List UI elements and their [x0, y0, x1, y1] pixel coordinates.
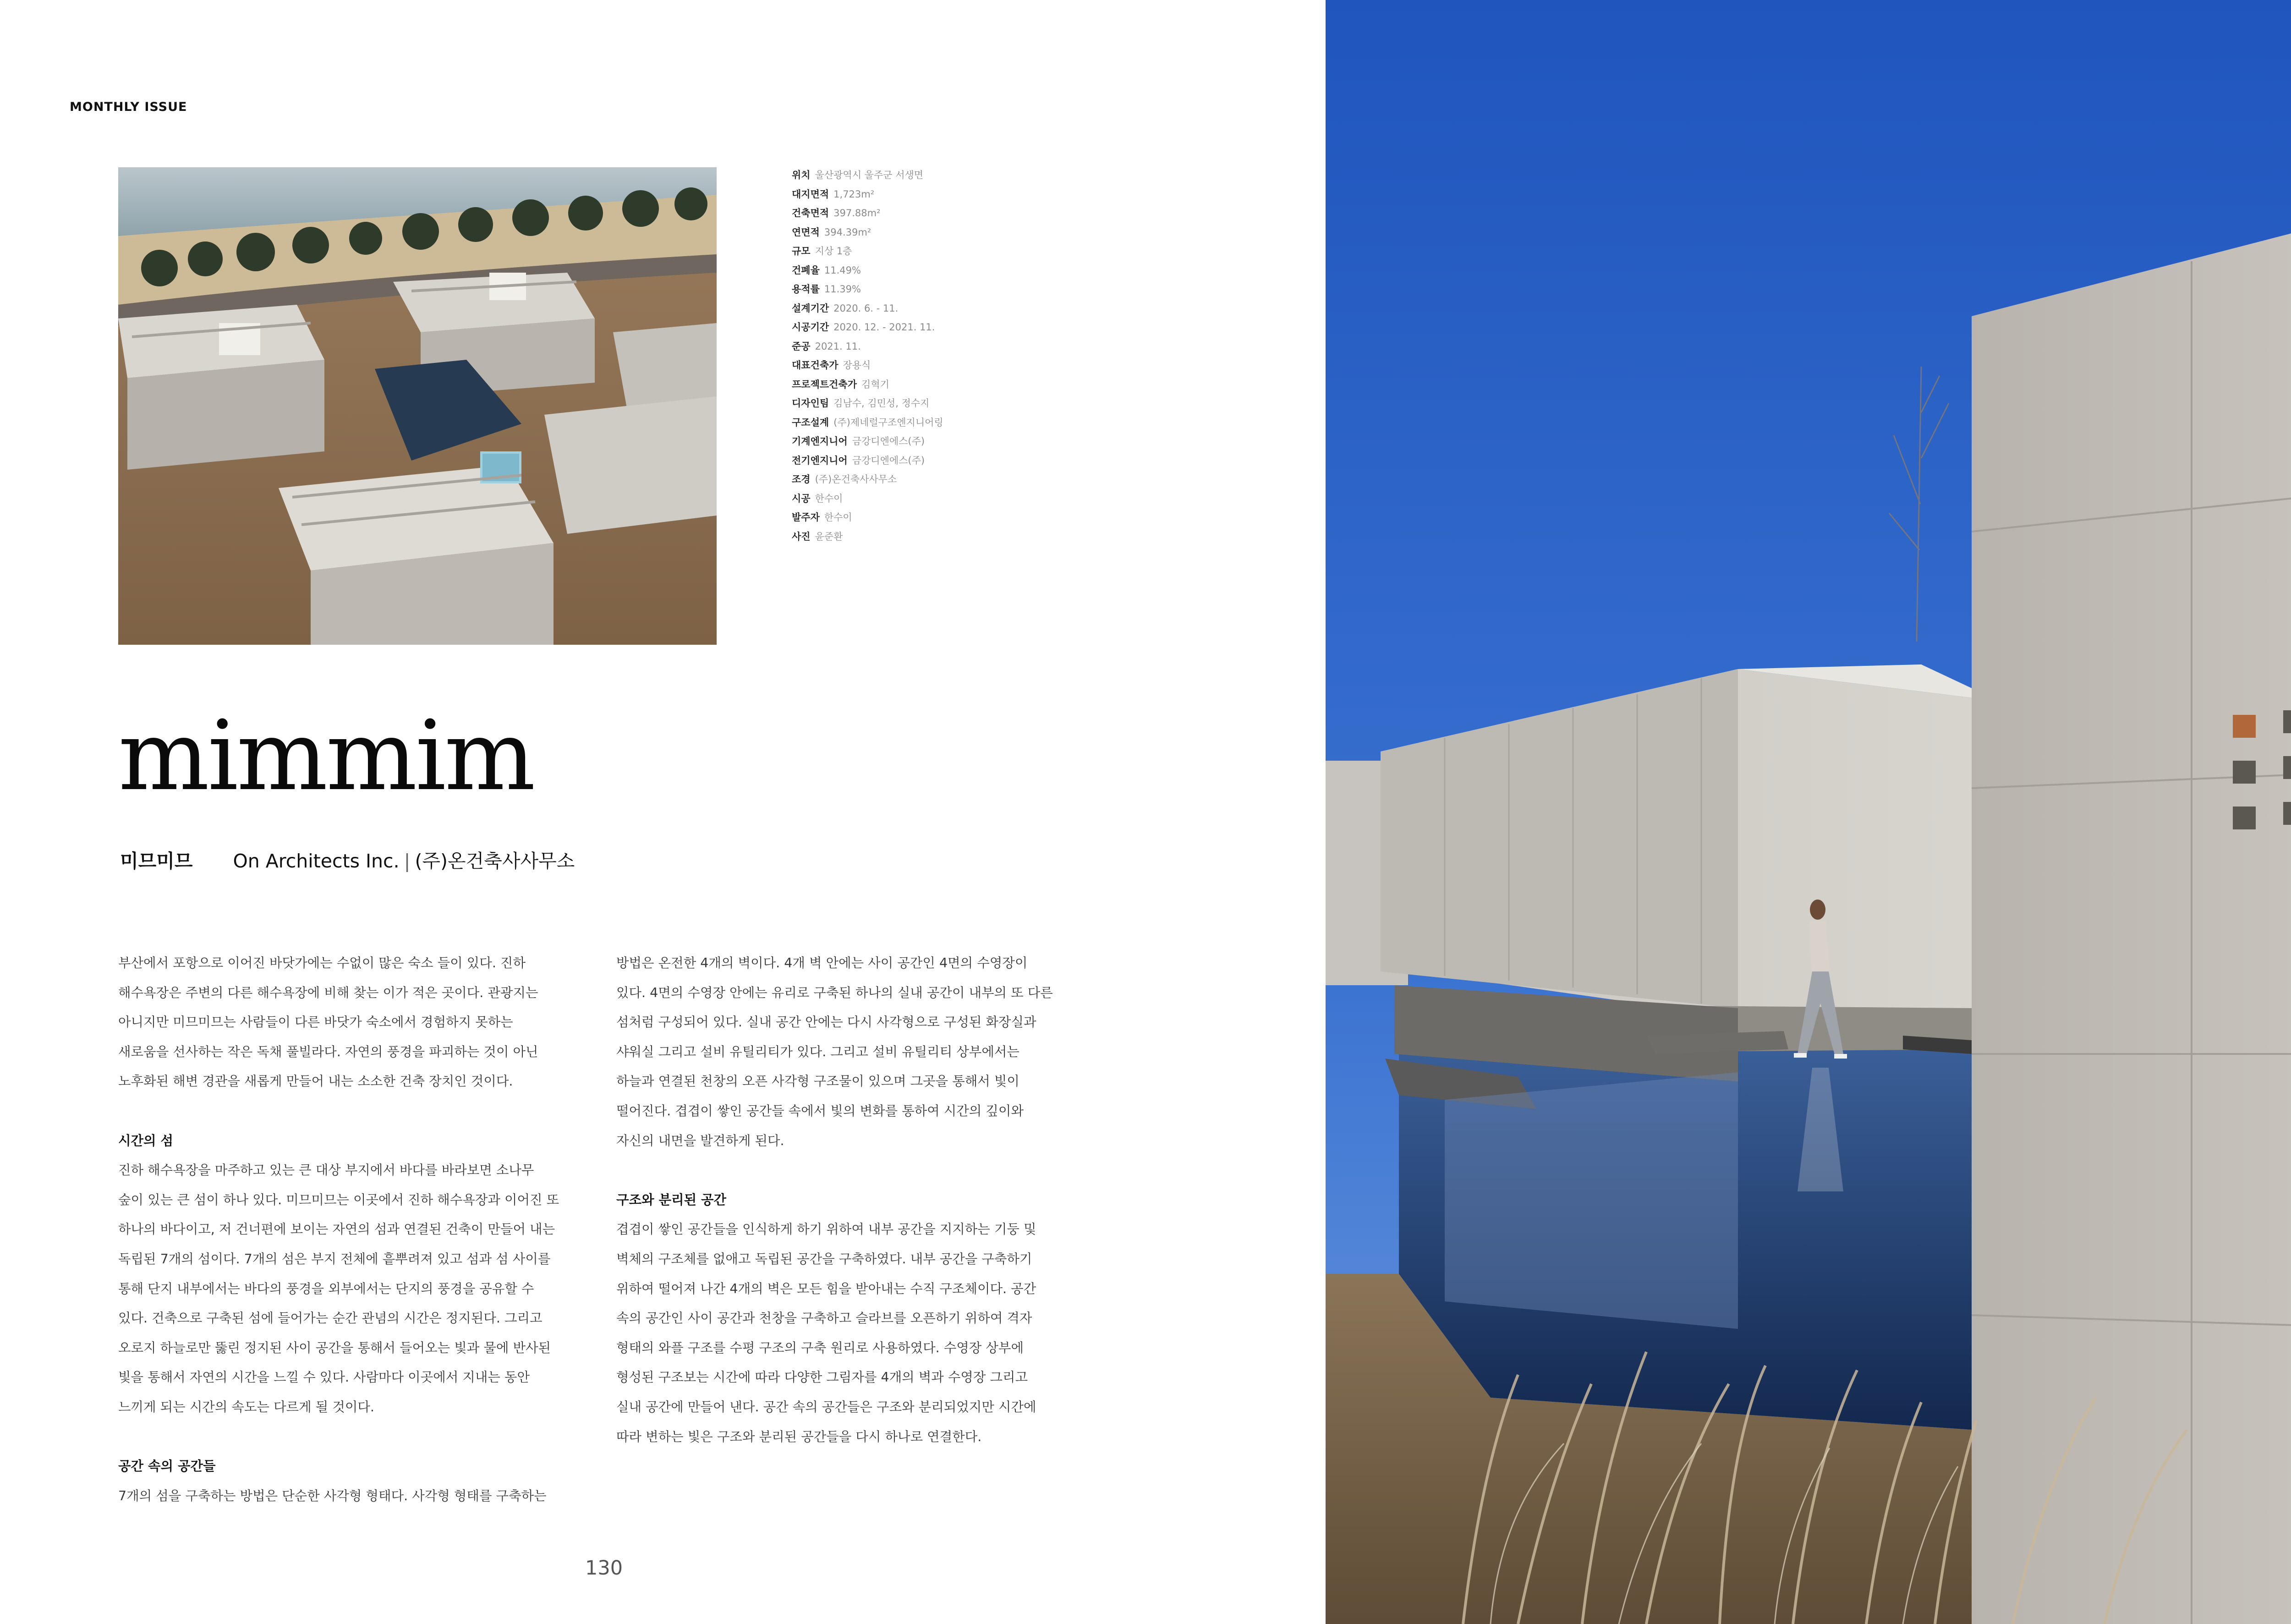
body-line: 하나의 바다이고, 저 건너편에 보이는 자연의 섬과 연결된 건축이 만들어 내는 [118, 1222, 555, 1237]
project-title: mimmim [118, 700, 534, 812]
spec-row [792, 394, 1113, 413]
spec-label: 사진 [792, 531, 811, 542]
spec-label: 프로젝트건축가 [792, 379, 857, 390]
body-line: 떨어진다. 겹겹이 쌓인 공간들 속에서 빛의 변화를 통하여 시간의 깊이와 [616, 1103, 1024, 1119]
spec-row [792, 261, 1113, 280]
spec-value: 금강디엔에스(주) [852, 455, 925, 466]
spec-row [792, 451, 1113, 471]
spec-label: 규모 [792, 246, 811, 257]
body-line: 아니지만 미므미므는 사람들이 다른 바닷가 숙소에서 경험하지 못하는 [118, 1015, 513, 1030]
spec-row [792, 489, 1113, 509]
body-line: 겹겹이 쌓인 공간들을 인식하게 하기 위하여 내부 공간을 지지하는 기둥 및 [616, 1222, 1036, 1237]
spec-row [792, 318, 1113, 337]
spec-row [792, 432, 1113, 451]
spec-row [792, 242, 1113, 261]
body-line: 벽체의 구조체를 없애고 독립된 공간을 구축하였다. 내부 공간을 구축하기 [616, 1251, 1032, 1267]
body-line: 있다. 건축으로 구축된 섬에 들어가는 순간 관념의 시간은 정지된다. 그리고 [118, 1311, 543, 1326]
body-line: 하늘과 연결된 천창의 오픈 사각형 구조물이 있으며 그곳을 통해서 빛이 [616, 1074, 1019, 1089]
body-line: 진하 해수욕장을 마주하고 있는 큰 대상 부지에서 바다를 바라보면 소나무 [118, 1163, 534, 1178]
page-number: 130 [585, 1557, 623, 1580]
spec-label: 디자인팀 [792, 398, 829, 409]
body-line: 해수욕장은 주변의 다른 해수욕장에 비해 찾는 이가 적은 곳이다. 관광지는 [118, 985, 538, 1000]
body-line: 따라 변하는 빛은 구조와 분리된 공간들을 다시 하나로 연결한다. [616, 1429, 982, 1444]
body-line: 섬처럼 구성되어 있다. 실내 공간 안에는 다시 사각형으로 구성된 화장실과 [616, 1015, 1036, 1030]
spec-row [792, 508, 1113, 527]
spec-value: 울산광역시 울주군 서생면 [815, 170, 924, 181]
spec-label: 준공 [792, 340, 811, 352]
spec-value: 2021. 11. [815, 340, 861, 352]
body-line: 실내 공간에 만들어 낸다. 공간 속의 공간들은 구조와 분리되었지만 시간에 [616, 1399, 1036, 1415]
spec-value: (주)제네럴구조엔지니어링 [833, 417, 943, 428]
spec-label: 구조설계 [792, 417, 829, 428]
architecture-photo [1326, 0, 2291, 1624]
firm-name-english: On Architects Inc. [233, 850, 400, 872]
spec-label: 시공기간 [792, 322, 829, 333]
spec-value: 1,723m² [833, 188, 875, 200]
body-line: 느끼게 되는 시간의 속도는 다르게 될 것이다. [118, 1399, 374, 1415]
body-line: 위하여 떨어져 나간 4개의 벽은 모든 힘을 받아내는 수직 구조체이다. 공간 [616, 1281, 1036, 1296]
body-line: 있다. 4면의 수영장 안에는 유리로 구축된 하나의 실내 공간이 내부의 또 다른 [616, 985, 1053, 1000]
spec-label: 위치 [792, 170, 811, 181]
spec-row [792, 413, 1113, 433]
spec-value: 김남수, 김민성, 정수지 [833, 398, 930, 409]
body-line: 숲이 있는 큰 섬이 하나 있다. 미므미므는 이곳에서 진하 해수욕장과 이어진 또 [118, 1192, 559, 1207]
section-label: MONTHLY ISSUE [70, 100, 187, 114]
body-line: 오로지 하늘로만 뚫린 정지된 사이 공간을 통해서 들어오는 빛과 물에 반사된 [118, 1340, 551, 1355]
body-line: 7개의 섬을 구축하는 방법은 단순한 사각형 형태다. 사각형 형태를 구축하는 [118, 1488, 547, 1503]
spec-value: 한수이 [824, 512, 852, 523]
spec-label: 시공 [792, 493, 811, 504]
spec-label: 대표건축가 [792, 360, 839, 371]
spec-value: 한수이 [815, 493, 843, 504]
body-line: 독립된 7개의 섬이다. 7개의 섬은 부지 전체에 흩뿌려져 있고 섬과 섬 사이를 [118, 1251, 551, 1267]
spec-row [792, 337, 1113, 357]
spec-label: 설계기간 [792, 302, 829, 314]
subtitle-separator: | [404, 850, 411, 872]
body-line: 방법은 온전한 4개의 벽이다. 4개 벽 안에는 사이 공간인 4면의 수영장이 [616, 955, 1028, 971]
spec-row [792, 299, 1113, 318]
spec-row [792, 280, 1113, 299]
spec-label: 발주자 [792, 512, 820, 523]
spec-row [792, 470, 1113, 489]
body-line: 새로움을 선사하는 작은 독채 풀빌라다. 자연의 풍경을 파괴하는 것이 아닌 [118, 1044, 538, 1059]
spec-row [792, 356, 1113, 375]
spec-row [792, 204, 1113, 223]
spec-label: 기계엔지니어 [792, 436, 848, 447]
body-line: 형성된 구조보는 시간에 따라 다양한 그림자를 4개의 벽과 수영장 그리고 [616, 1370, 1028, 1385]
aerial-photo-illustration [118, 167, 717, 645]
body-line: 자신의 내면을 발견하게 된다. [616, 1133, 784, 1148]
spec-value: 11.49% [824, 264, 861, 276]
spec-row [792, 166, 1113, 185]
spec-label: 건폐율 [792, 264, 820, 276]
spec-label: 연면적 [792, 226, 820, 238]
section-heading: 시간의 섬 [118, 1133, 174, 1148]
section-heading: 구조와 분리된 공간 [616, 1192, 727, 1207]
spec-value: 2020. 12. - 2021. 11. [833, 322, 935, 333]
body-column-2 [616, 949, 1107, 1452]
spec-value: 394.39m² [824, 226, 871, 238]
body-line: 통해 단지 내부에서는 바다의 풍경을 외부에서는 단지의 풍경을 공유할 수 [118, 1281, 534, 1296]
project-name-korean: 미므미므 [120, 850, 193, 872]
architecture-photo-illustration [1326, 0, 2291, 1624]
spec-label: 전기엔지니어 [792, 455, 848, 466]
spec-row [792, 223, 1113, 242]
project-specs [792, 166, 1113, 546]
firm-name-korean: (주)온건축사사무소 [415, 850, 575, 872]
spec-value: 김혁기 [861, 379, 889, 390]
spec-row [792, 185, 1113, 204]
spec-value: (주)온건축사사무소 [815, 474, 897, 485]
spec-value: 11.39% [824, 284, 861, 295]
body-line: 빛을 통해서 자연의 시간을 느낄 수 있다. 사람마다 이곳에서 지내는 동안 [118, 1370, 530, 1385]
body-column-1 [118, 949, 608, 1511]
spec-value: 2020. 6. - 11. [833, 302, 899, 314]
body-line: 노후화된 해변 경관을 새롭게 만들어 내는 소소한 건축 장치인 것이다. [118, 1074, 513, 1089]
spec-value: 장용식 [843, 360, 871, 371]
spec-label: 건축면적 [792, 208, 829, 219]
spec-value: 금강디엔에스(주) [852, 436, 925, 447]
body-line: 형태의 와플 구조를 수평 구조의 구축 원리로 사용하였다. 수영장 상부에 [616, 1340, 1024, 1355]
body-line: 부산에서 포항으로 이어진 바닷가에는 수없이 많은 숙소 들이 있다. 진하 [118, 955, 526, 971]
spec-label: 용적률 [792, 284, 820, 295]
spec-label: 조경 [792, 474, 811, 485]
body-line: 속의 공간인 사이 공간과 천창을 구축하고 슬라브를 오픈하기 위하여 격자 [616, 1311, 1032, 1326]
spec-row [792, 375, 1113, 395]
spec-label: 대지면적 [792, 188, 829, 200]
spec-value: 윤준환 [815, 531, 843, 542]
aerial-photo [118, 167, 717, 645]
section-heading: 공간 속의 공간들 [118, 1459, 216, 1474]
body-line: 샤워실 그리고 설비 유틸리티가 있다. 그리고 설비 유틸리티 상부에서는 [616, 1044, 1019, 1059]
spec-value: 397.88m² [833, 208, 881, 219]
spec-row [792, 527, 1113, 547]
project-subtitle [120, 846, 575, 873]
spec-value: 지상 1층 [815, 246, 852, 257]
